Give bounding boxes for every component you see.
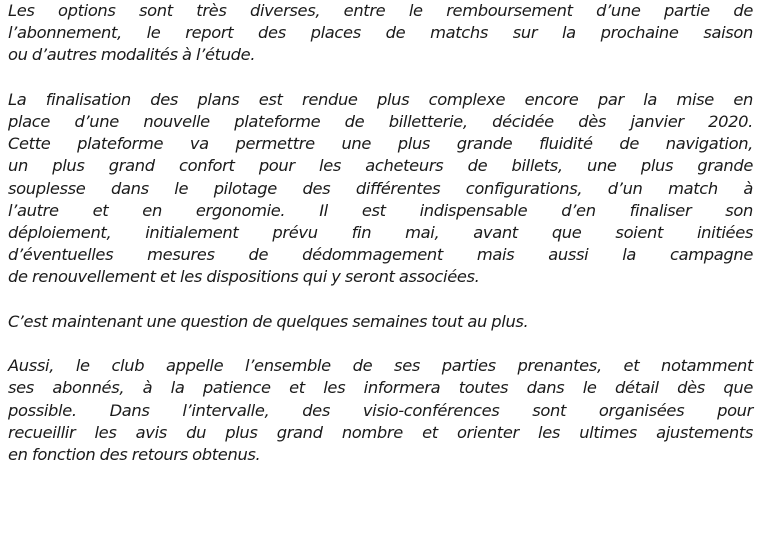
text-line: ses abonnés, à la patience et les informera toutes dans le détail dès que — [8, 378, 753, 398]
text-line: de renouvellement et les dispositions qui y seront associées. — [8, 267, 480, 287]
text-line: possible. Dans l’intervalle, des visio-conférences sont organisées pour — [8, 400, 753, 420]
paragraph-spacer — [8, 289, 753, 311]
text-line: recueillir les avis du plus grand nombre et orienter les ultimes ajustements — [8, 422, 753, 442]
paragraph-options — [8, 0, 753, 67]
text-line: souplesse dans le pilotage des différentes configurations, d’un match à — [8, 178, 753, 198]
paragraph-platform — [8, 89, 753, 289]
paragraph-stakeholders — [8, 355, 753, 466]
text-line: ou d’autres modalités à l’étude. — [8, 45, 256, 65]
text-line: l’autre et en ergonomie. Il est indispensable d’en finaliser son — [8, 200, 753, 220]
paragraph-spacer — [8, 333, 753, 355]
text-line: Les options sont très diverses, entre le remboursement d’une partie de — [8, 1, 753, 20]
document-body — [8, 0, 753, 466]
text-line: en fonction des retours obtenus. — [8, 445, 261, 465]
text-line: C’est maintenant une question de quelques semaines tout au plus. — [8, 311, 529, 331]
text-line: un plus grand confort pour les acheteurs de billets, une plus grande — [8, 156, 753, 176]
text-line: d’éventuelles mesures de dédommagement mais aussi la campagne — [8, 245, 753, 265]
text-line: place d’une nouvelle plateforme de billetterie, décidée dès janvier 2020. — [8, 112, 753, 131]
text-line: La finalisation des plans est rendue plus complexe encore par la mise en — [8, 89, 753, 109]
text-line: l’abonnement, le report des places de matchs sur la prochaine saison — [8, 23, 753, 43]
paragraph-timing — [8, 311, 753, 333]
paragraph-spacer — [8, 67, 753, 89]
text-line: Aussi, le club appelle l’ensemble de ses parties prenantes, et notamment — [8, 356, 753, 376]
text-line: Cette plateforme va permettre une plus grande fluidité de navigation, — [8, 134, 753, 154]
text-line: déploiement, initialement prévu fin mai, avant que soient initiées — [8, 223, 753, 243]
